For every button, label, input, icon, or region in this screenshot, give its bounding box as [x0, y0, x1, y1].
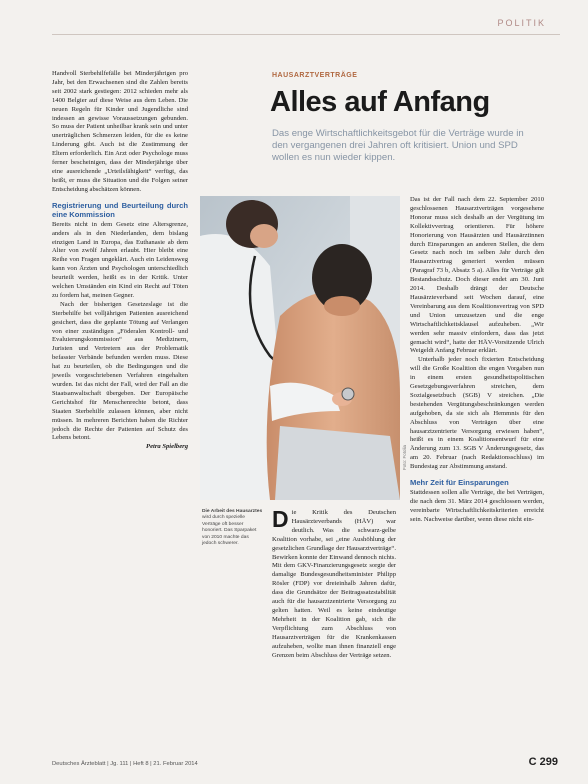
left-paragraph-1: Handvoll Sterbehilfefälle bei Minderjährigen pro Jahr, bei den Erwachsenen sind die Zahlen bereits seit 2002 stark gestiegen: 2012 schieden mehr als 1400 Belgier auf diese Weise aus dem Leben. Die neuen Regeln für Kinder und Jugendliche sind indessen an gewisse Voraussetzungen gebunden. So muss der Patient unheilbar krank sein und unter unerträglichen Schmerzen leiden, für die es keine Linderung gibt. Auch ist die Zustimmung der Eltern erforderlich. Ein Arzt oder Psychologe muss ferner bescheinigen, dass der Minderjährige über eine ausreichende „Urteilsfähigkeit“ verfügt, das heißt, er muss die Situation und die Folgen seiner Entscheidung abschätzen können. — [52, 70, 188, 193]
caption-text: wird durch spezielle Verträge oft besser honoriert. Das Sparpaket von 2010 machte das jedoch schwerer. — [202, 515, 257, 547]
middle-paragraph-text: ie Kritik des Deutschen Hausärzteverbands (HÄV) war deutlich. Was die schwarz-gelbe Koalition vorhabe, sei „eine Aushöhlung der gesetzlichen Grundlage der Hausarztverträge“. Bewirken konnte der Einwand dennoch nichts. Mit dem GKV-Finanzierungsgesetz sorgte der damalige Bundesgesundheitsminister Philipp Rösler (FDP) vor dreieinhalb Jahren dafür, dass die Grundsätze der Beitragssatzstabilität auch für die hausarztzentrierte Versorgung zu gelten hatten. Weil es keine eindeutige Mehrheit in der Koalition gab, sich die Verpflichtung zum Abschluss von Hausarztverträgen für die Krankenkassen aufzuheben, wollte man ihnen finanziell enge Grenzen beim Abschluss der Verträge setzen. — [272, 509, 396, 659]
left-paragraph-3: Nach der bisherigen Gesetzeslage ist die Sterbehilfe bei volljährigen Patienten ausreichend gesichert, dass die geplante Tötung auf Verlangen von einer zuständigen „Föderalen Kontroll- und Evaluierungskommission“ aus Medizinern, Juristen und Vertretern aus der Problematik befasster Verbände befunden werden muss. Diese hat zu beurteilen, ob die Bedingungen und die jeweils vorgeschriebenen Verfahren eingehalten wurden. Ist das nicht der Fall, wird der Fall an die Staatsanwaltschaft übergeben. Der Europäische Gerichtshof für Menschenrechte betont, dass Staaten Sterbehilfe zulassen können, aber nicht müssen. In mehreren Berichten haben die Richter jedoch die Rechte der Patienten auf Schutz des Lebens betont. — [52, 300, 188, 442]
photo-caption — [202, 509, 264, 547]
section-rule — [52, 34, 560, 35]
author-signature: Petra Spielberg — [146, 443, 188, 451]
left-paragraph-2: Bereits nicht in dem Gesetz eine Altersgrenze, anders als in den Niederlanden, dem bislang einzigen Land in Europa, das Euthanasie ab dem Alter von zwölf Jahren erlaubt. Hier bleibt eine Reihe von Fragen ungeklärt. Auch ein Leidensweg kann von Ärzten und Psychologen unterschiedlich beurteilt werden, heißt es in der Kritik. Unter welchen Umständen ein Kind ein Recht auf Töten zu fordern hat, meinen Gegner. — [52, 220, 188, 299]
left-column — [52, 70, 188, 452]
middle-paragraph-1 — [272, 506, 396, 660]
article-kicker: HAUSARZTVERTRÄGE — [272, 72, 358, 79]
photo-illustration — [200, 196, 400, 500]
drop-cap: D — [272, 506, 289, 532]
right-paragraph-1: Das ist der Fall nach dem 22. September 2010 geschlossenen Hausarztverträgen vorgesehene Honorar muss sich deshalb an der Vergütung im Kollektivvertrag orientieren. Für höhere Honorierung von Hausärzten und Hausärztinnen durch Einsparungen an anderen Stellen, die dem Gesetz nach noch im selben Jahr durch den Hausarztvertrag generiert werden müssen (Paragraf 73 b, Absatz 5 a). Alles für Verträge gilt Bestandsschutz. Doch dieser endet am 30. Juni 2014. Deshalb drängt der Deutsche Hausärzteverband seit Wochen darauf, eine Vereinbarung aus dem Koalitionsvertrag von SPD und Union umzusetzen und die enge Wirtschaftlichkeitsklausel aufzuheben. „Wir werden sehr massiv einfordern, dass das jetzt gemacht wird“, hatte der HÄV-Vorsitzende Ulrich Weigeldt Anfang Februar erklärt. — [410, 196, 544, 355]
right-paragraph-2: Unterhalb jeder noch fixierten Entscheidung will die Große Koalition die engen Vorgaben nun in einem ersten gesundheitspolitischen Gesetzgebungsverfahren streichen, dem Sozialgesetzbuch (SGB) V streichen. „Die bestehenden Vergütungsbeschränkungen werden aufgehoben, da sie sich als Hemmnis für den Abschluss von Verträgen über eine hausarztzentrierte Versorgung erwiesen haben“, heißt es in einem Koalitionsentwurf für eine Änderung zum 13. SGB V Änderungsgesetz, das am 20. Februar (nach Redaktionsschluss) im Bundestag zur Abstimmung anstand. — [410, 356, 544, 471]
doctor-patient-photo — [200, 196, 400, 500]
right-column — [410, 196, 544, 525]
right-subheading: Mehr Zeit für Einsparungen — [410, 478, 509, 488]
photo-credit: Foto: Fotolia — [402, 445, 407, 471]
page-number: C 299 — [528, 756, 558, 768]
article-deck: Das enge Wirtschaftlichkeitsgebot für die Verträge wurde in den vergangenen drei Jahren oft kritisiert. Union und SPD wollen es nun wieder kippen. — [272, 128, 524, 163]
article-headline: Alles auf Anfang — [270, 86, 490, 118]
caption-title: Die Arbeit des Hausarztes — [202, 509, 263, 514]
right-paragraph-3: Stattdessen sollen alle Verträge, die bei Verträgen, die nach dem 31. März 2014 geschlossen werden, vereinbarte Wirtschaftlichkeitskriterien erreicht sein. Nachweise darüber, wenn diese nicht ein- — [410, 489, 544, 523]
page-footer: Deutsches Ärzteblatt | Jg. 111 | Heft 8 | 21. Februar 2014 — [52, 761, 198, 767]
middle-column — [272, 506, 396, 660]
section-label: POLITIK — [497, 18, 546, 28]
left-subheading: Registrierung und Beurteilung durch eine Kommission — [52, 200, 188, 219]
